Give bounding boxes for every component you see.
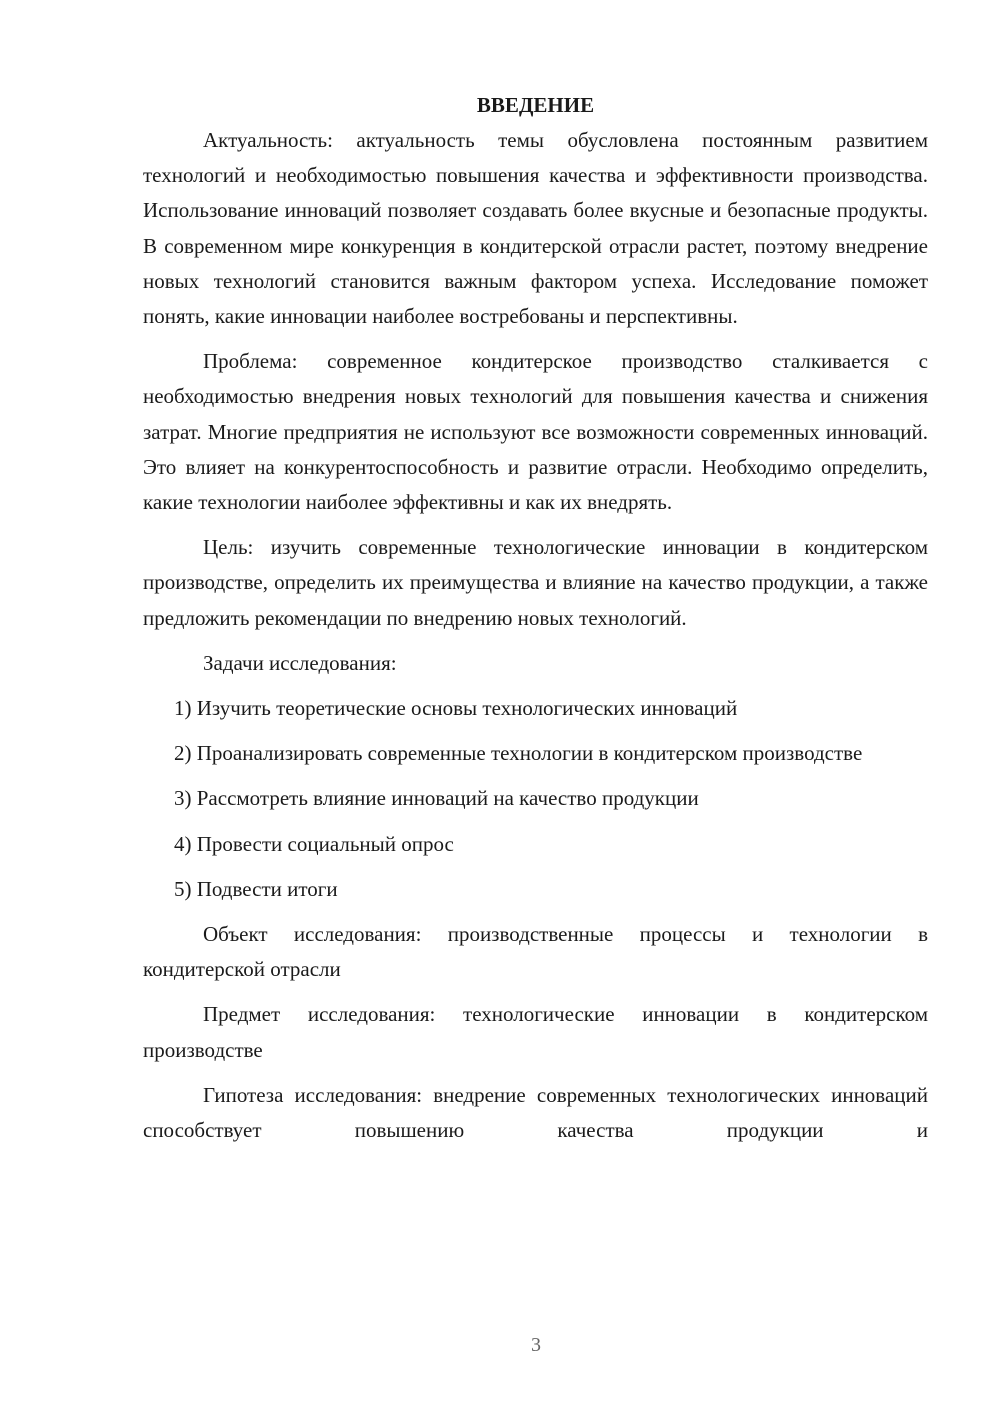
task-item: 2) Проанализировать современные технологии в кондитерском производстве: [174, 741, 863, 766]
subject-paragraph: Предмет исследования: технологические инновации в кондитерском производстве: [143, 1002, 928, 1062]
object-paragraph: Объект исследования: производственные процессы и технологии в кондитерской отрасли: [143, 922, 928, 982]
page-number: 3: [531, 1334, 541, 1356]
tasks-label: Задачи исследования:: [203, 650, 397, 675]
task-item: 3) Рассмотреть влияние инноваций на качество продукции: [174, 786, 699, 811]
task-item: 1) Изучить теоретические основы технологических инноваций: [174, 696, 738, 721]
hypothesis-paragraph: Гипотеза исследования: внедрение современных технологических инноваций способствует повышению качества продукции и: [143, 1082, 928, 1143]
problem-paragraph: Проблема: современное кондитерское производство сталкивается с необходимостью внедрения новых технологий для повышения качества и снижения затрат. Многие предприятия не используют все возможности современных инноваций. Это влияет на конкурентоспособность и развитие отрасли. Необходимо определить, какие технологии наиболее эффективны и как их внедрять.: [143, 349, 928, 515]
relevance-paragraph: Актуальность: актуальность темы обусловлена постоянным развитием технологий и необходимостью повышения качества и эффективности производства. Использование инноваций позволяет создавать более вкусные и безопасные продукты. В современном мире конкуренция в кондитерской отрасли растет, поэтому внедрение новых технологий становится важным фактором успеха. Исследование поможет понять, какие инновации наиболее востребованы и перспективны.: [143, 128, 928, 329]
section-heading: ВВЕДЕНИЕ: [476, 93, 595, 117]
task-item: 4) Провести социальный опрос: [174, 831, 454, 856]
task-item: 5) Подвести итоги: [174, 876, 338, 901]
document-page: [143, 88, 928, 1158]
goal-paragraph: Цель: изучить современные технологические инновации в кондитерском производстве, определить их преимущества и влияние на качество продукции, а также предложить рекомендации по внедрению новых технологий.: [143, 535, 928, 630]
